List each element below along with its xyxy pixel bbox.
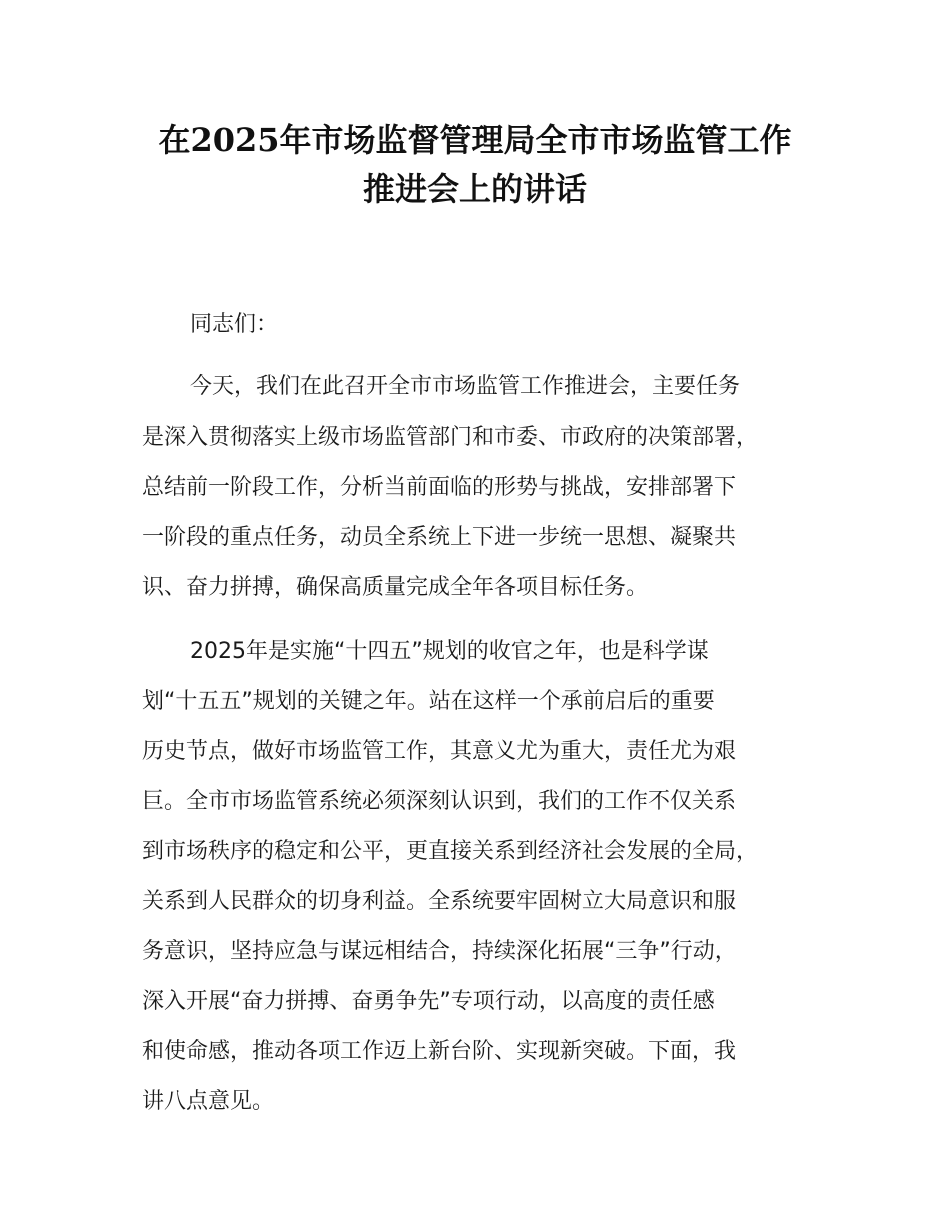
paragraph-2-line: 划“十五五”规划的关键之年。站在这样一个承前启后的重要 (142, 689, 715, 714)
salutation: 同志们： (190, 312, 279, 337)
paragraph-1-line: 一阶段的重点任务，动员全系统上下进一步统一思想、凝聚共 (142, 525, 737, 550)
paragraph-2-line: 巨。全市市场监管系统必须深刻认识到，我们的工作不仅关系 (142, 789, 737, 814)
document-title-line-1: 在2025年市场监督管理局全市市场监管工作 (158, 121, 792, 159)
paragraph-2-line: 讲八点意见。 (142, 1089, 275, 1114)
paragraph-1-line: 总结前一阶段工作，分析当前面临的形势与挑战，安排部署下 (142, 475, 737, 500)
paragraph-2-line: 和使命感，推动各项工作迈上新台阶、实现新突破。下面，我 (142, 1039, 737, 1064)
paragraph-2-line: 务意识，坚持应急与谋远相结合，持续深化拓展“三争”行动， (142, 939, 737, 964)
paragraph-2-line: 深入开展“奋力拼搏、奋勇争先”专项行动，以高度的责任感 (142, 989, 715, 1014)
paragraph-2-line: 关系到人民群众的切身利益。全系统要牢固树立大局意识和服 (142, 889, 737, 914)
paragraph-2-line: 历史节点，做好市场监管工作，其意义尤为重大，责任尤为艰 (142, 739, 737, 764)
paragraph-2-line: 2025年是实施“十四五”规划的收官之年，也是科学谋 (190, 639, 709, 664)
paragraph-1-line: 今天，我们在此召开全市市场监管工作推进会，主要任务 (190, 374, 741, 399)
document-title-line-2: 推进会上的讲话 (362, 170, 587, 208)
paragraph-2-line: 到市场秩序的稳定和公平，更直接关系到经济社会发展的全局， (142, 839, 759, 864)
paragraph-1-line: 是深入贯彻落实上级市场监管部门和市委、市政府的决策部署， (142, 425, 759, 450)
paragraph-1-line: 识、奋力拼搏，确保高质量完成全年各项目标任务。 (142, 575, 649, 600)
